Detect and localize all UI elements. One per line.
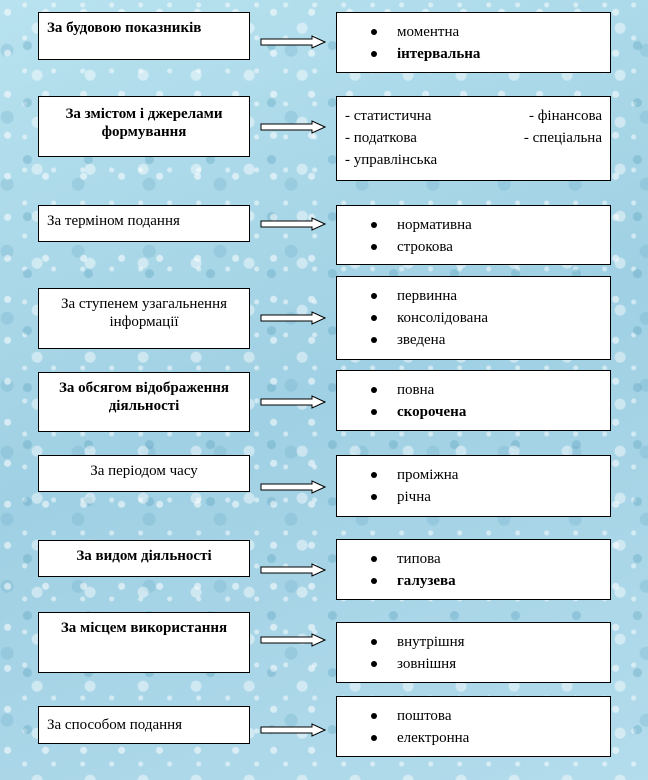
type-item: - управлінська (345, 152, 438, 168)
type-item: зведена (371, 329, 610, 351)
criterion-box-generalization (38, 288, 250, 349)
type-item: первинна (371, 285, 610, 307)
right-arrow-icon (260, 395, 326, 409)
criterion-label: За обсягом відображення діяльності (59, 380, 229, 414)
type-item: галузева (371, 570, 610, 592)
type-item: - статистична (345, 108, 432, 124)
type-box-structure (336, 12, 611, 73)
right-arrow-icon (260, 217, 326, 231)
type-item: консолідована (371, 307, 610, 329)
type-box-generalization (336, 276, 611, 360)
type-item: нормативна (371, 214, 610, 236)
criterion-label: За періодом часу (90, 463, 198, 479)
type-box-place (336, 622, 611, 683)
criterion-box-place (38, 612, 250, 673)
criterion-box-period (38, 455, 250, 492)
type-box-scope (336, 370, 611, 431)
type-item: моментна (371, 21, 610, 43)
criterion-box-content-sources (38, 96, 250, 157)
criterion-label: За видом діяльності (76, 548, 212, 564)
type-item: зовнішня (371, 653, 610, 675)
criterion-label: За ступенем узагальнення інформації (60, 296, 228, 330)
criterion-label: За змістом і джерелами формування (65, 106, 223, 140)
right-arrow-icon (260, 563, 326, 577)
criterion-label: За терміном подання (47, 213, 180, 229)
criterion-label: За місцем використання (60, 620, 228, 636)
right-arrow-icon (260, 723, 326, 737)
type-box-content-sources (336, 96, 611, 181)
type-item: скорочена (371, 401, 610, 423)
criterion-box-method (38, 706, 250, 744)
right-arrow-icon (260, 120, 326, 134)
right-arrow-icon (260, 633, 326, 647)
type-item: - податкова (345, 130, 417, 146)
type-item: річна (371, 486, 610, 508)
type-box-method (336, 696, 611, 757)
type-item: електронна (371, 727, 610, 749)
type-item: проміжна (371, 464, 610, 486)
type-box-period (336, 455, 611, 517)
right-arrow-icon (260, 480, 326, 494)
criterion-label: За будовою показників (47, 20, 202, 36)
type-item: повна (371, 379, 610, 401)
right-arrow-icon (260, 311, 326, 325)
type-item: - спеціальна (523, 130, 602, 146)
criterion-box-scope (38, 372, 250, 432)
right-arrow-icon (260, 35, 326, 49)
type-item: строкова (371, 236, 610, 258)
type-item: типова (371, 548, 610, 570)
type-item: внутрішня (371, 631, 610, 653)
criterion-box-activity (38, 540, 250, 577)
criterion-box-structure (38, 12, 250, 60)
type-item: - фінансова (528, 108, 602, 124)
type-box-term (336, 205, 611, 265)
type-box-activity (336, 539, 611, 600)
criterion-label: За способом подання (47, 717, 183, 733)
criterion-box-term (38, 205, 250, 242)
type-item: інтервальна (371, 43, 610, 65)
type-item: поштова (371, 705, 610, 727)
